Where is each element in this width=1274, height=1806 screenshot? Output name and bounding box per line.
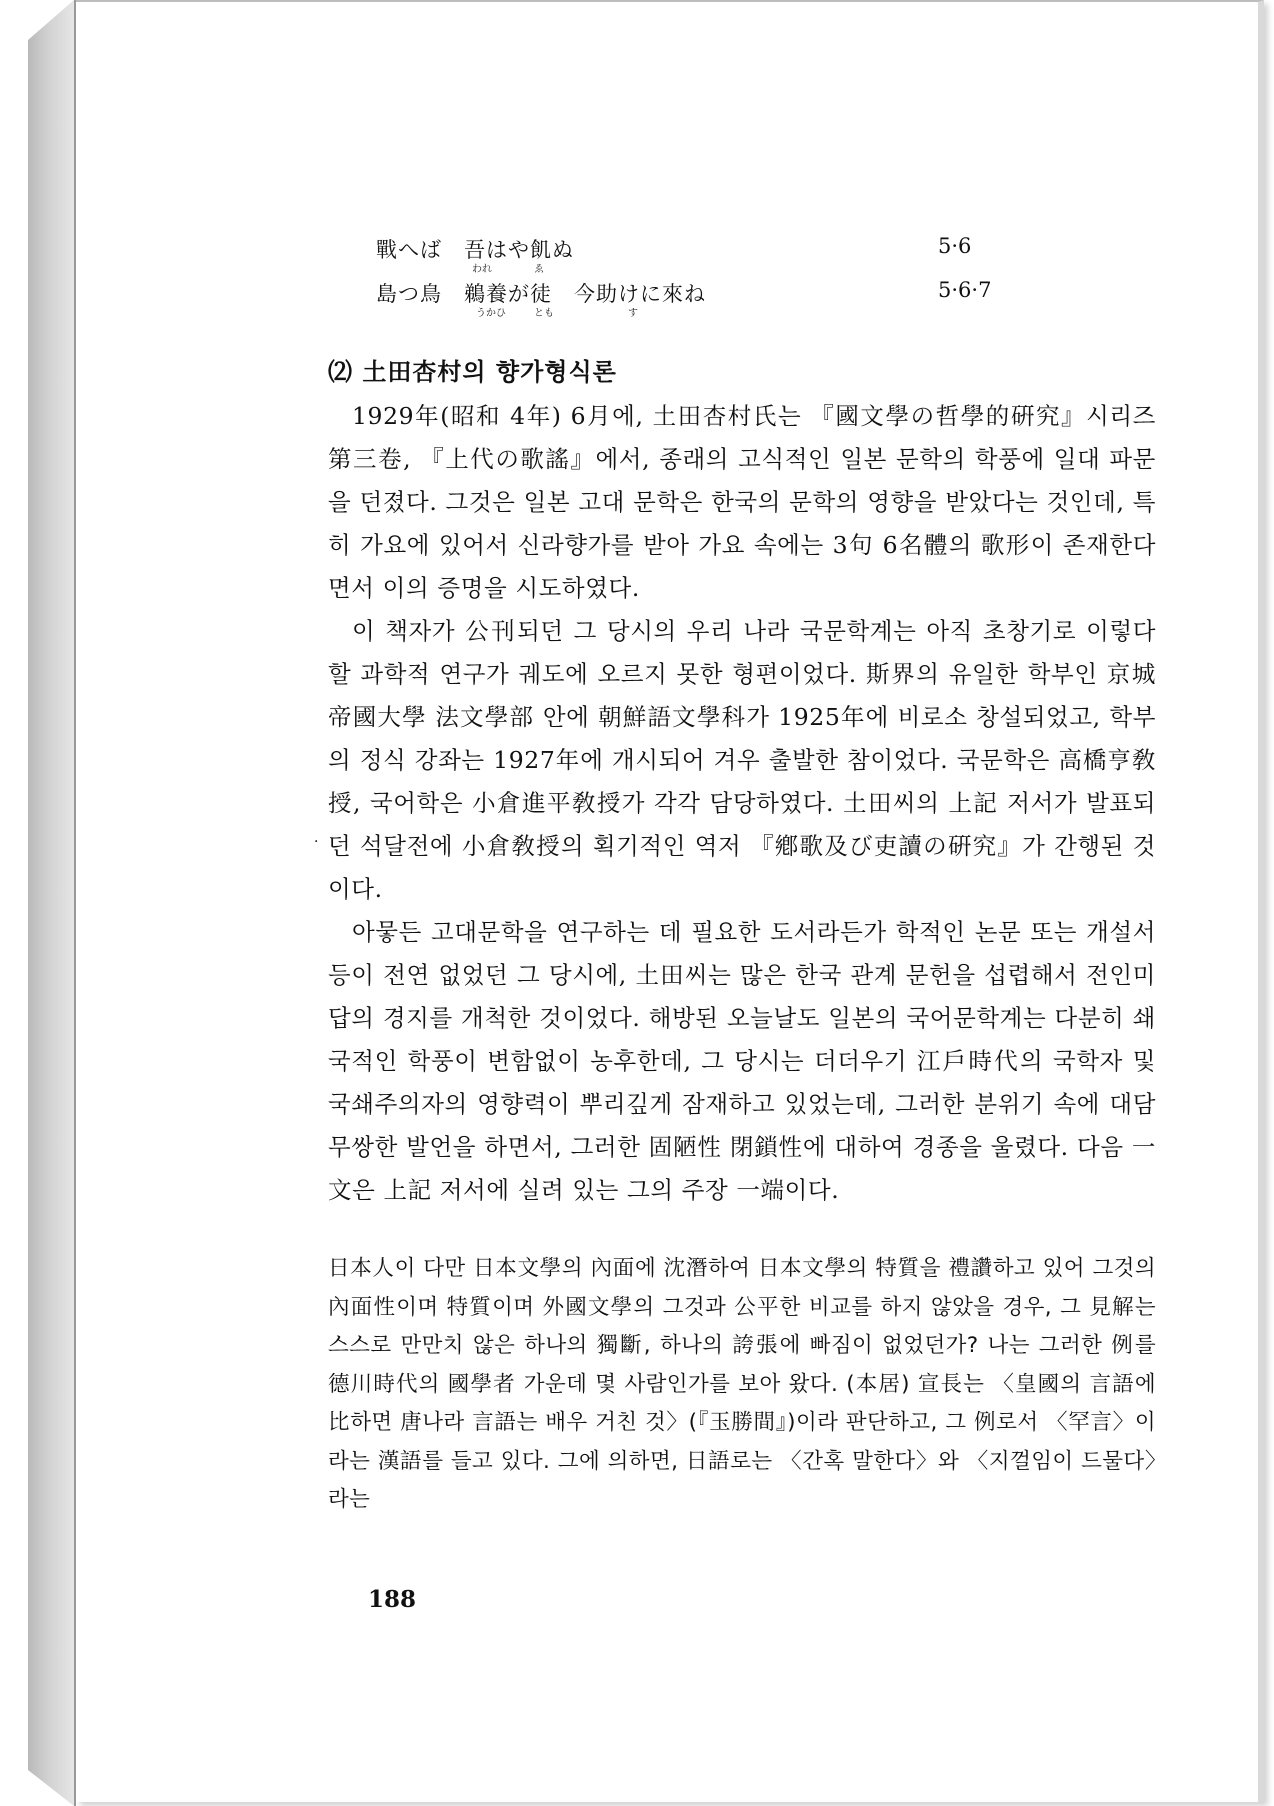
verse-line-1	[376, 234, 1156, 274]
verse-line-2-syllables: 5·6·7	[938, 278, 992, 302]
verse-line-2-ruby-b: とも	[534, 308, 554, 319]
page-number: 188	[368, 1586, 417, 1613]
paragraph-3: 아뭏든 고대문학을 연구하는 데 필요한 도서라든가 학적인 논문 또는 개설서 등이 전연 없었던 그 당시에, 土田씨는 많은 한국 관계 문헌을 섭렵해서 전인미답의 경지를 개척한 것이었다. 해방된 오늘날도 일본의 국어문학계는 다분히 쇄국적인 학풍이 변함없이 농후한데, 그 당시는 더더우기 江戶時代의 국학자 및 국쇄주의자의 영향력이 뿌리깊게 잠재하고 있었는데, 그러한 분위기 속에 대담무쌍한 발언을 하면서, 그러한 固陋性 閉鎖性에 대하여 경종을 울렸다. 다음 一文은 上記 저서에 실려 있는 그의 주장 一端이다.	[328, 918, 1156, 1204]
margin-mark: ·	[314, 834, 319, 850]
verse-line-2-ruby-c: す	[628, 308, 638, 319]
paragraph-2: 이 책자가 公刊되던 그 당시의 우리 나라 국문학계는 아직 초창기로 이렇다 할 과학적 연구가 궤도에 오르지 못한 형편이었다. 斯界의 유일한 학부인 京城帝國大學 法文學部 안에 朝鮮語文學科가 1925年에 비로소 창설되었고, 학부의 정식 강좌는 1927年에 개시되어 겨우 출발한 참이었다. 국문학은 高橋亨敎授, 국어학은 小倉進平敎授가 각각 담당하였다. 土田씨의 上記 저서가 발표되던 석달전에 小倉敎授의 획기적인 역저 『鄕歌及び吏讀の硏究』가 간행된 것이다.	[328, 617, 1156, 903]
verse-line-1-ruby-b: ゑ	[534, 264, 544, 275]
verse-line-2-ruby-a: うかひ	[476, 308, 506, 319]
book-edge	[28, 0, 74, 1806]
verse-line-2	[376, 278, 1156, 318]
verse-line-1-syllables: 5·6	[938, 234, 972, 258]
verse-line-2-text: 島つ鳥 鵜養が徒 今助けに來ね	[376, 282, 706, 306]
block-quote: 日本人이 다만 日本文學의 內面에 沈潛하여 日本文學의 特質을 禮讚하고 있어 그것의 內面性이며 特質이며 外國文學의 그것과 公平한 비교를 하지 않았을 경우, 그 見解는 스스로 만만치 않은 하나의 獨斷, 하나의 誇張에 빠짐이 없었던가? 나는 그러한 例를 德川時代의 國學者 가운데 몇 사람인가를 보아 왔다. (本居) 宣長는 〈皇國의 言語에 比하면 唐나라 言語는 배우 거친 것〉(『玉勝間』)이라 판단하고, 그 例로서 〈罕言〉이라는 漢語를 들고 있다. 그에 의하면, 日語로는 〈간혹 말한다〉와 〈지껄임이 드물다〉라는	[328, 1256, 1156, 1512]
page-content	[328, 234, 1156, 1520]
paragraph-1: 1929年(昭和 4年) 6月에, 土田杏村氏는 『國文學の哲學的硏究』시리즈 第三卷, 『上代の歌謠』에서, 종래의 고식적인 일본 문학의 학풍에 일대 파문을 던졌다. 그것은 일본 고대 문학은 한국의 문학의 영향을 받았다는 것인데, 특히 가요에 있어서 신라향가를 받아 가요 속에는 3句 6名體의 歌形이 존재한다면서 이의 증명을 시도하였다.	[328, 402, 1156, 602]
verse-line-1-ruby-a: われ	[472, 264, 492, 275]
section-heading: ⑵ 土田杏村의 향가형식론	[328, 358, 617, 386]
verse-line-1-text: 戰へば 吾はや飢ぬ	[376, 238, 574, 262]
book-page	[76, 0, 1264, 1802]
verse-block	[328, 234, 1156, 330]
